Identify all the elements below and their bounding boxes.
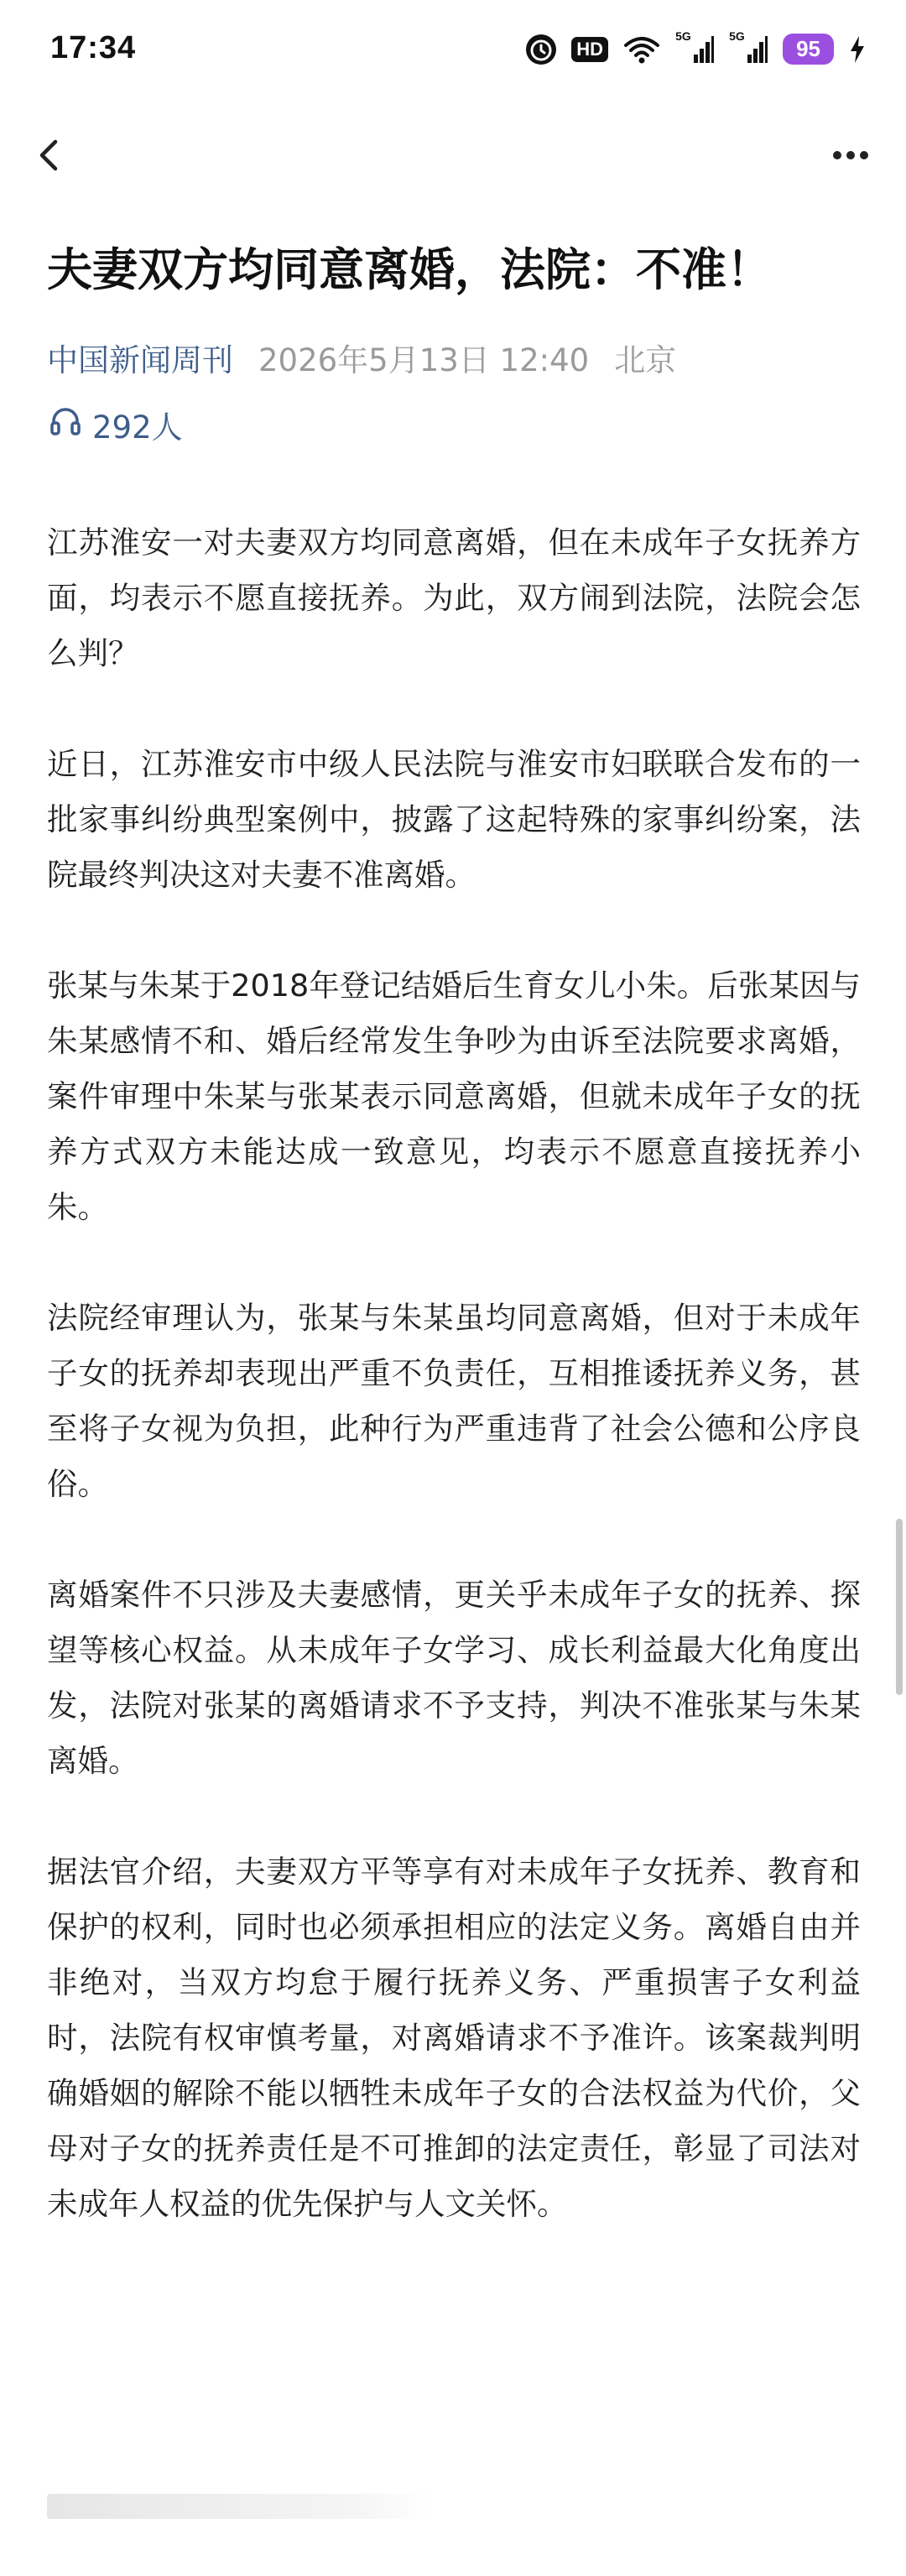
article-meta	[47, 336, 676, 386]
listener-count: 292人	[92, 409, 183, 446]
paragraph: 法院经审理认为，张某与朱某虽均同意离婚，但对于未成年子女的抚养却表现出严重不负责任，互相推诿抚养义务，甚至将子女视为负担，此种行为严重违背了社会公德和公序良俗。	[47, 1300, 861, 1502]
publish-location: 北京	[614, 342, 677, 378]
listen-button[interactable]	[49, 403, 183, 453]
signal-icon	[675, 29, 714, 65]
loading-placeholder	[47, 2494, 433, 2519]
status-time: 17:34	[50, 30, 137, 65]
article-body	[47, 515, 861, 2232]
paragraph: 据法官介绍，夫妻双方平等享有对未成年子女抚养、教育和保护的权利，同时也必须承担相应的法定义务。离婚自由并非绝对，当双方均怠于履行抚养义务、严重损害子女利益时，法院有权审慎考量，对离婚请求不予准许。该案裁判明确婚姻的解除不能以牺牲未成年子女的合法权益为代价，父母对子女的抚养责任是不可推卸的法定责任，彰显了司法对未成年人权益的优先保护与人文关怀。	[47, 1854, 861, 2222]
paragraph: 近日，江苏淮安市中级人民法院与淮安市妇联联合发布的一批家事纠纷典型案例中，披露了这起特殊的家事纠纷案，法院最终判决这对夫妻不准离婚。	[47, 746, 861, 893]
battery-icon: 95	[783, 34, 834, 65]
paragraph: 张某与朱某于2018年登记结婚后生育女儿小朱。后张某因与朱某感情不和、婚后经常发生争吵为由诉至法院要求离婚，案件审理中朱某与张某表示同意离婚，但就未成年子女的抚养方式双方未能达成一致意见，均表示不愿意直接抚养小朱。	[47, 967, 861, 1225]
headphones-icon	[49, 403, 82, 453]
status-bar	[0, 0, 906, 109]
back-button[interactable]	[25, 130, 76, 180]
signal-icon	[729, 29, 768, 65]
hd-voice-icon	[571, 37, 608, 62]
top-nav-bar	[0, 113, 906, 197]
wifi-icon	[623, 35, 660, 64]
paragraph: 离婚案件不只涉及夫妻感情，更关乎未成年子女的抚养、探望等核心权益。从未成年子女学习、成长利益最大化角度出发，法院对张某的离婚请求不予支持，判决不准张某与朱某离婚。	[47, 1577, 861, 1779]
article-title: 夫妻双方均同意离婚，法院：不准！	[47, 243, 772, 296]
alarm-icon	[526, 34, 556, 65]
source-link[interactable]: 中国新闻周刊	[47, 342, 233, 378]
publish-date: 2026年5月13日 12:40	[258, 342, 590, 378]
paragraph: 江苏淮安一对夫妻双方均同意离婚，但在未成年子女抚养方面，均表示不愿直接抚养。为此，双方闹到法院，法院会怎么判？	[47, 524, 861, 671]
more-dots-icon	[825, 130, 876, 180]
chevron-left-icon	[25, 130, 76, 180]
scrollbar[interactable]	[896, 1519, 903, 1695]
charging-icon	[849, 35, 866, 64]
sim2-network-label: 5G	[729, 29, 745, 43]
status-icons	[526, 29, 866, 65]
more-options-button[interactable]	[825, 130, 876, 180]
sim1-network-label: 5G	[675, 29, 691, 43]
hd-label: HD	[571, 37, 608, 62]
